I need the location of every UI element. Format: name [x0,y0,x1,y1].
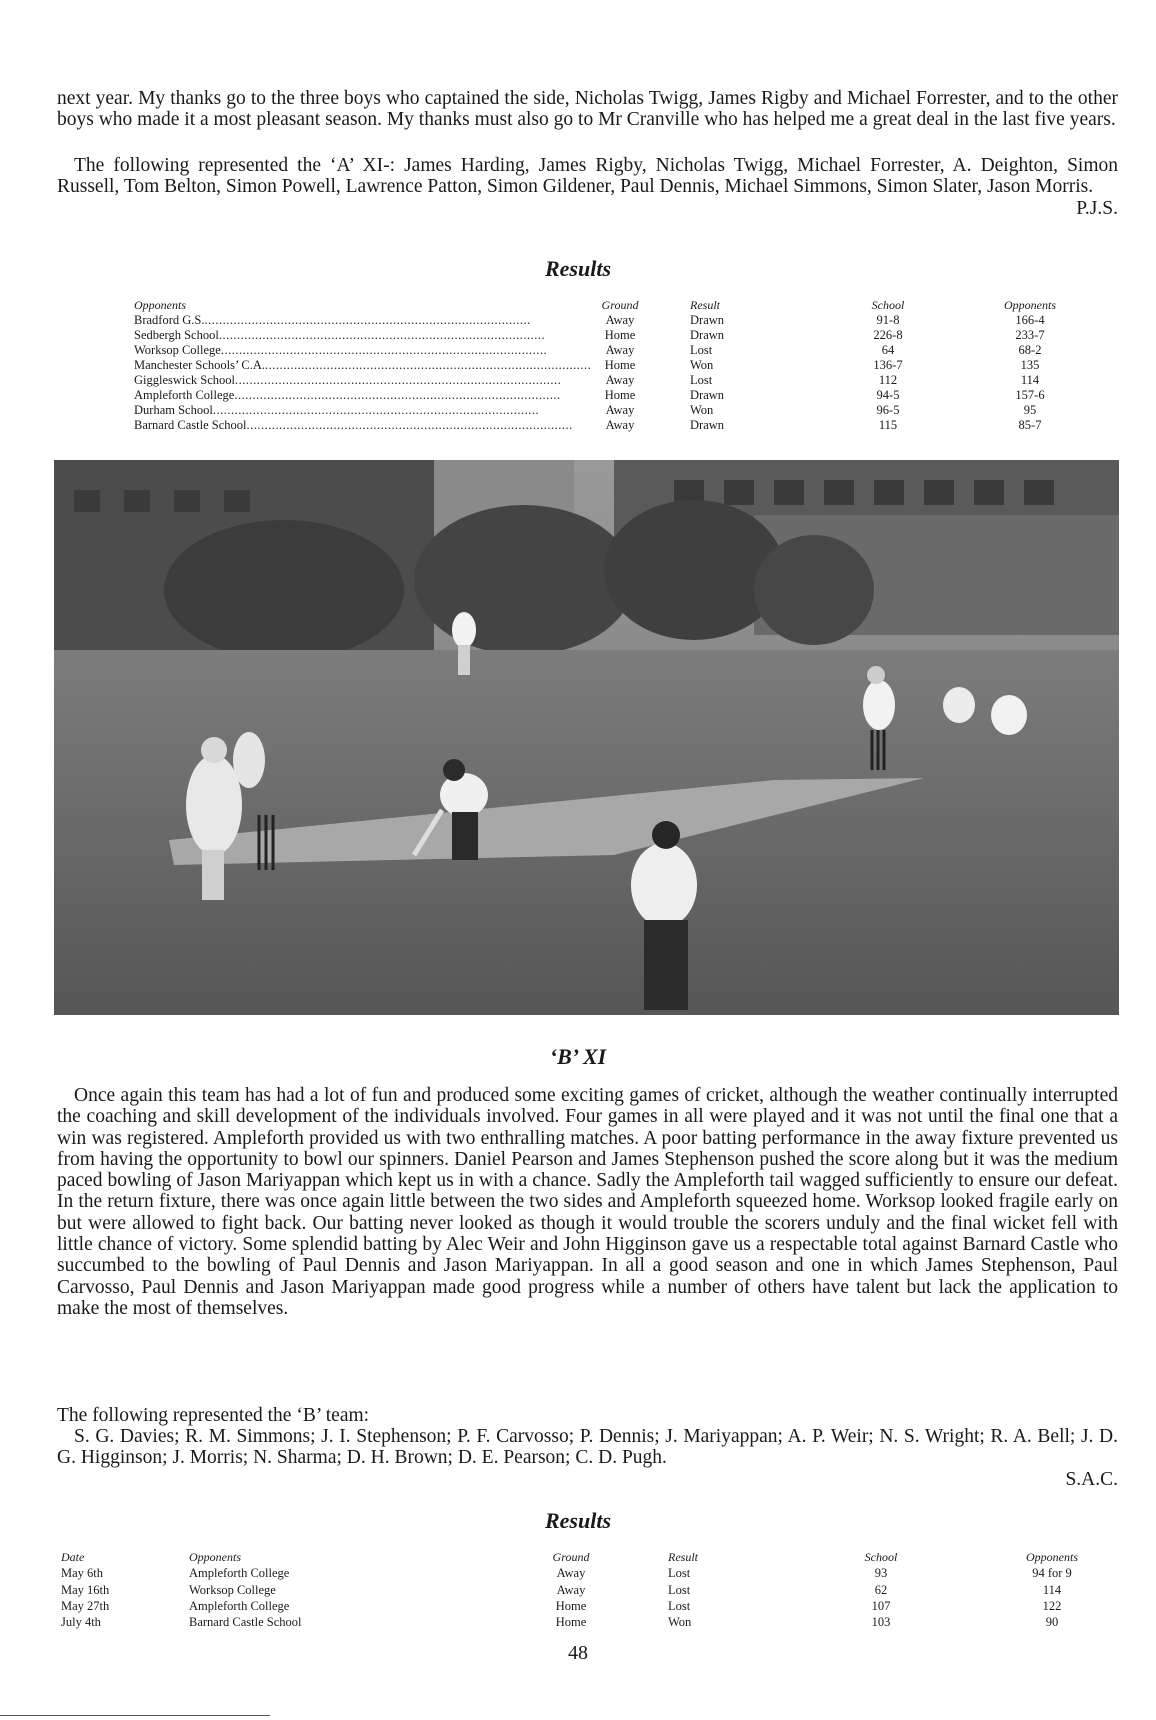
school-score-cell: 136-7 [873,358,903,372]
results-b-heading: Results [544,1508,612,1533]
header-opponents: Opponents [189,1550,241,1564]
result-cell: Won [668,1615,692,1630]
opponent-cell: Worksop College [189,1582,276,1597]
ground-cell: Home [555,1598,587,1613]
opponents-score-cell: 135 [1020,358,1040,372]
results-b-header-row [61,1549,1101,1565]
page-number: 48 [568,1642,588,1664]
header-school: School [871,298,905,312]
school-score-cell: 107 [871,1598,891,1613]
table-row [61,1565,1101,1581]
opponents-score-cell: 233-7 [1015,328,1045,342]
results-b-table [61,1549,1101,1630]
table-row [61,1582,1101,1598]
opponent-cell: Manchester Schools’ C.A........................................................................................... [134,358,592,372]
date-cell: May 6th [61,1566,104,1581]
school-score-cell: 115 [878,418,898,432]
ground-cell: Away [556,1582,586,1597]
table-row [134,343,1042,358]
header-opponents-score: Opponents [1026,1550,1078,1564]
results-a-heading: Results [544,256,612,281]
header-opponents-score: Opponents [1004,298,1056,312]
b-xi-heading: ‘B’ XI [549,1044,607,1069]
table-row [134,418,1042,433]
opponent-cell: Ampleforth College [189,1566,290,1581]
table-row [134,313,1045,328]
results-a-header-row [134,298,1056,313]
result-cell: Lost [690,343,713,357]
header-ground: Ground [601,298,639,312]
school-score-cell: 112 [878,373,898,387]
ground-cell: Away [605,313,635,327]
opponents-score-cell: 95 [1023,403,1037,417]
ground-cell: Away [605,403,635,417]
school-score-cell: 64 [881,343,895,357]
opponent-cell: Bradford G.S........................................................................................... [134,313,531,327]
ground-cell: Home [604,388,636,402]
opponent-cell: Barnard Castle School [189,1615,302,1630]
school-score-cell: 96-5 [876,403,900,417]
table-row [61,1614,1101,1630]
result-cell: Drawn [690,418,725,432]
opponents-score-cell: 114 [1020,373,1040,387]
opponents-score-cell: 114 [1042,1582,1062,1597]
table-row [134,403,1037,418]
cricket-match-photo [54,460,1119,1015]
date-cell: July 4th [61,1615,101,1630]
table-row [134,358,1040,373]
opponents-score-cell: 166-4 [1015,313,1045,327]
intro-paragraph: next year. My thanks go to the three boys who captained the side, Nicholas Twigg, James Rigby and Michael Forrester, and to the other boys who made it a most pleasant season. My thanks must also go to Mr Cranville who has helped me a great deal in the last five years. [57,88,1118,131]
table-row [134,373,1040,388]
opponents-score-cell: 90 [1045,1615,1059,1630]
school-score-cell: 226-8 [873,328,903,342]
opponents-score-cell: 157-6 [1015,388,1045,402]
result-cell: Lost [668,1598,691,1613]
a-xi-team-paragraph: The following represented the ‘A’ XI-: James Harding, James Rigby, Nicholas Twigg, Michael Forrester, A. Deighton, Simon Russell, Tom Belton, Simon Powell, Lawrence Patton, Simon Gildener, Paul Dennis, Michael Simmons, Simon Slater, Jason Morris. [57,155,1118,198]
opponents-score-cell: 122 [1042,1598,1062,1613]
school-score-cell: 62 [874,1582,888,1597]
opponents-score-cell: 85-7 [1018,418,1042,432]
b-team-list: S. G. Davies; R. M. Simmons; J. I. Stephenson; P. F. Carvosso; P. Dennis; J. Mariyappan; A. P. Weir; N. S. Wright; R. A. Bell; J. D. G. Higginson; J. Morris; N. Sharma; D. H. Brown; D. E. Pearson; C. D. Pugh. [57,1426,1118,1469]
result-cell: Drawn [690,388,725,402]
header-result: Result [668,1550,698,1564]
signature-sac: S.A.C. [1065,1469,1118,1490]
school-score-cell: 103 [871,1615,891,1630]
ground-cell: Home [555,1615,587,1630]
school-score-cell: 93 [874,1566,888,1581]
signature-pjs: P.J.S. [1076,198,1118,219]
result-cell: Won [690,403,714,417]
b-xi-report-paragraph: Once again this team has had a lot of fun and produced some exciting games of cricket, although the weather continually interrupted the coaching and skill development of the individuals involved. Four games in all were played and it was not until the final one that a win was registered. Ampleforth provided us with two enthralling matches. A poor batting performance in the away fixture prevented us from having the opportunity to bowl our spinners. Daniel Pearson and James Stephenson pushed the score along but it was the medium paced bowling of Jason Mariyappan which kept us in with a chance. Sadly the Ampleforth tail wagged sufficiently to ensure our defeat. In the return fixture, there was once again little between the two sides and Ampleforth squeezed home. Worksop looked fragile early on but were allowed to fight back. Our batting never looked as though it would trouble the scorers unduly and the final wicket fell with little chance of victory. Some splendid batting by Alec Weir and John Higginson gave us a respectable total against Barnard Castle who succumbed to the bowling of Paul Dennis and Jason Mariyappan. In all a good season and one in which James Stephenson, Paul Carvosso, Paul Dennis and Jason Mariyappan made good progress while a number of others have talent but lack the application to make the most of themselves. [57,1085,1118,1319]
ground-cell: Away [605,418,635,432]
result-cell: Lost [668,1566,691,1581]
header-opponents: Opponents [134,298,186,312]
result-cell: Drawn [690,313,725,327]
opponent-cell: Ampleforth College.......................................................................................... [134,388,561,402]
opponent-cell: Worksop College.......................................................................................... [134,343,548,357]
ground-cell: Home [604,358,636,372]
school-score-cell: 91-8 [876,313,900,327]
header-ground: Ground [552,1550,590,1564]
opponent-cell: Ampleforth College [189,1598,290,1613]
opponent-cell: Sedbergh School.......................................................................................... [134,328,546,342]
header-result: Result [690,298,720,312]
opponent-cell: Durham School.......................................................................................... [134,403,540,417]
header-date: Date [61,1550,85,1564]
opponents-score-cell: 68-2 [1018,343,1042,357]
result-cell: Lost [690,373,713,387]
table-row [134,328,1045,343]
date-cell: May 27th [61,1598,110,1613]
date-cell: May 16th [61,1582,110,1597]
ground-cell: Away [605,343,635,357]
opponent-cell: Giggleswick School.......................................................................................... [134,373,562,387]
ground-cell: Away [556,1566,586,1581]
b-team-intro: The following represented the ‘B’ team: [57,1405,370,1426]
ground-cell: Home [604,328,636,342]
table-row [61,1598,1101,1614]
ground-cell: Away [605,373,635,387]
school-score-cell: 94-5 [876,388,900,402]
result-cell: Drawn [690,328,725,342]
header-school: School [864,1550,898,1564]
opponents-score-cell: 94 for 9 [1032,1566,1072,1581]
table-row [134,388,1045,403]
results-a-table [134,298,1056,433]
result-cell: Lost [668,1582,691,1597]
result-cell: Won [690,358,714,372]
opponent-cell: Barnard Castle School.......................................................................................... [134,418,573,432]
footer-rule [0,1715,270,1716]
